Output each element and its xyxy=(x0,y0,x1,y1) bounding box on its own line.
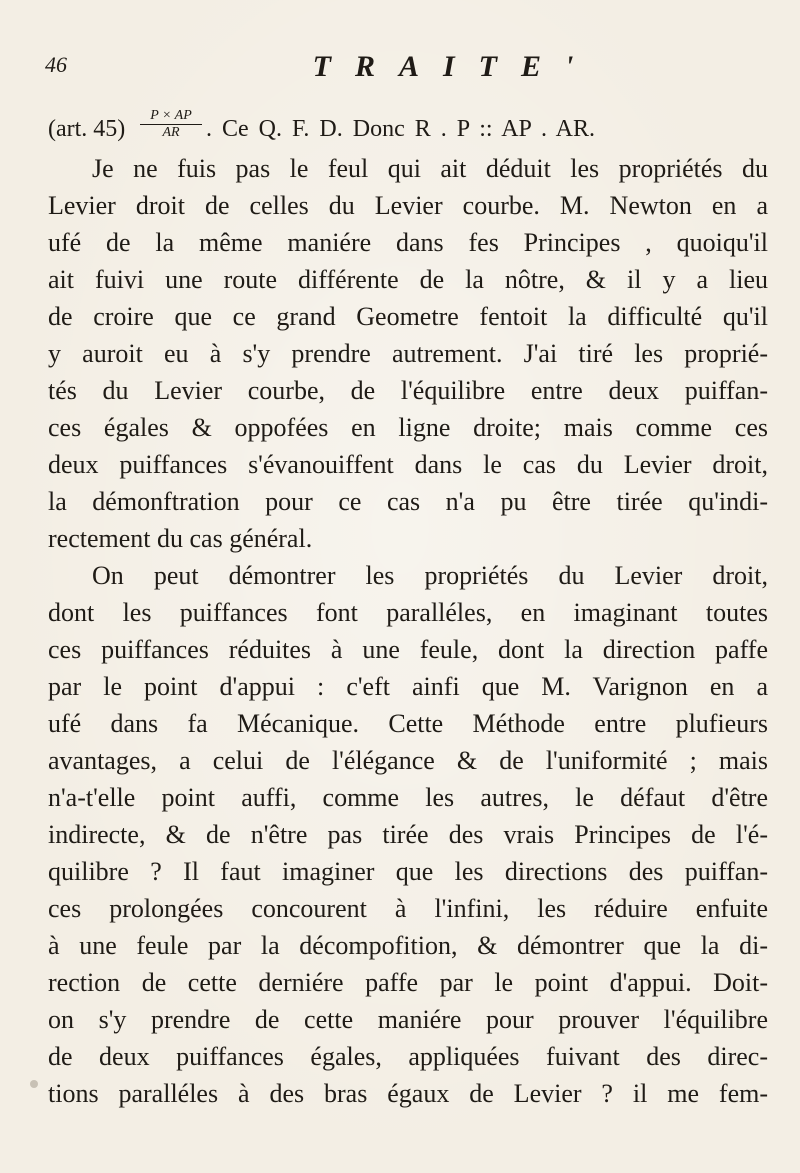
running-title: TRAITE' xyxy=(312,50,598,83)
formula-conclusion: . Ce Q. F. D. Donc R . P :: AP . AR. xyxy=(206,116,596,142)
fraction-denominator: AR xyxy=(162,125,180,140)
text-line: avantages, a celui de l'élégance & de l'uniformité ; mais xyxy=(48,746,768,775)
text-line: ces prolongées concourent à l'infini, les réduire enfuite xyxy=(48,894,768,923)
text-line: deux puiffances s'évanouiffent dans le cas du Levier droit, xyxy=(48,450,768,479)
text-line: de croire que ce grand Geometre fentoit la difficulté qu'il xyxy=(48,302,768,331)
text-line: quilibre ? Il faut imaginer que les directions des puiffan- xyxy=(48,857,768,886)
paragraph-2 xyxy=(48,557,768,1112)
article-reference: (art. 45) xyxy=(48,116,126,142)
text-line: indirecte, & de n'être pas tirée des vrais Principes de l'é- xyxy=(48,820,768,849)
text-line: ufé de la même maniére dans fes Principes , quoiqu'il xyxy=(48,228,768,257)
text-line: tés du Levier courbe, de l'équilibre entre deux puiffan- xyxy=(48,376,768,405)
text-line: par le point d'appui : c'eft ainfi que M. Varignon en a xyxy=(48,672,768,701)
text-line: Je ne fuis pas le feul qui ait déduit les propriétés du xyxy=(92,154,768,183)
text-line: rectement du cas général. xyxy=(48,524,313,553)
text-line: ufé dans fa Mécanique. Cette Méthode entre plufieurs xyxy=(48,709,768,738)
text-line: ces égales & oppofées en ligne droite; mais comme ces xyxy=(48,413,768,442)
text-line: ces puiffances réduites à une feule, dont la direction paffe xyxy=(48,635,768,664)
text-line: ait fuivi une route différente de la nôtre, & il y a lieu xyxy=(48,265,768,294)
text-line: rection de cette derniére paffe par le point d'appui. Doit- xyxy=(48,968,768,997)
paragraph-1 xyxy=(48,150,768,557)
text-line: on s'y prendre de cette maniére pour prouver l'équilibre xyxy=(48,1005,768,1034)
text-line: On peut démontrer les propriétés du Levier droit, xyxy=(92,561,768,590)
text-line: la démonftration pour ce cas n'a pu être tirée qu'indi- xyxy=(48,487,768,516)
ink-spot xyxy=(30,1080,38,1088)
text-line: de deux puiffances égales, appliquées fuivant des direc- xyxy=(48,1042,768,1071)
text-line: dont les puiffances font paralléles, en imaginant toutes xyxy=(48,598,768,627)
text-line: n'a-t'elle point auffi, comme les autres, le défaut d'être xyxy=(48,783,768,812)
body-text xyxy=(48,150,768,1112)
page-number: 46 xyxy=(45,52,67,77)
text-line: tions paralléles à des bras égaux de Levier ? il me fem- xyxy=(48,1079,768,1108)
text-line: Levier droit de celles du Levier courbe. M. Newton en a xyxy=(48,191,768,220)
fraction-numerator: P × AP xyxy=(140,108,202,125)
page-header xyxy=(45,50,765,90)
fraction xyxy=(140,108,202,141)
text-line: à une feule par la décompofition, & démontrer que la di- xyxy=(48,931,768,960)
text-line: y auroit eu à s'y prendre autrement. J'ai tiré les proprié- xyxy=(48,339,768,368)
